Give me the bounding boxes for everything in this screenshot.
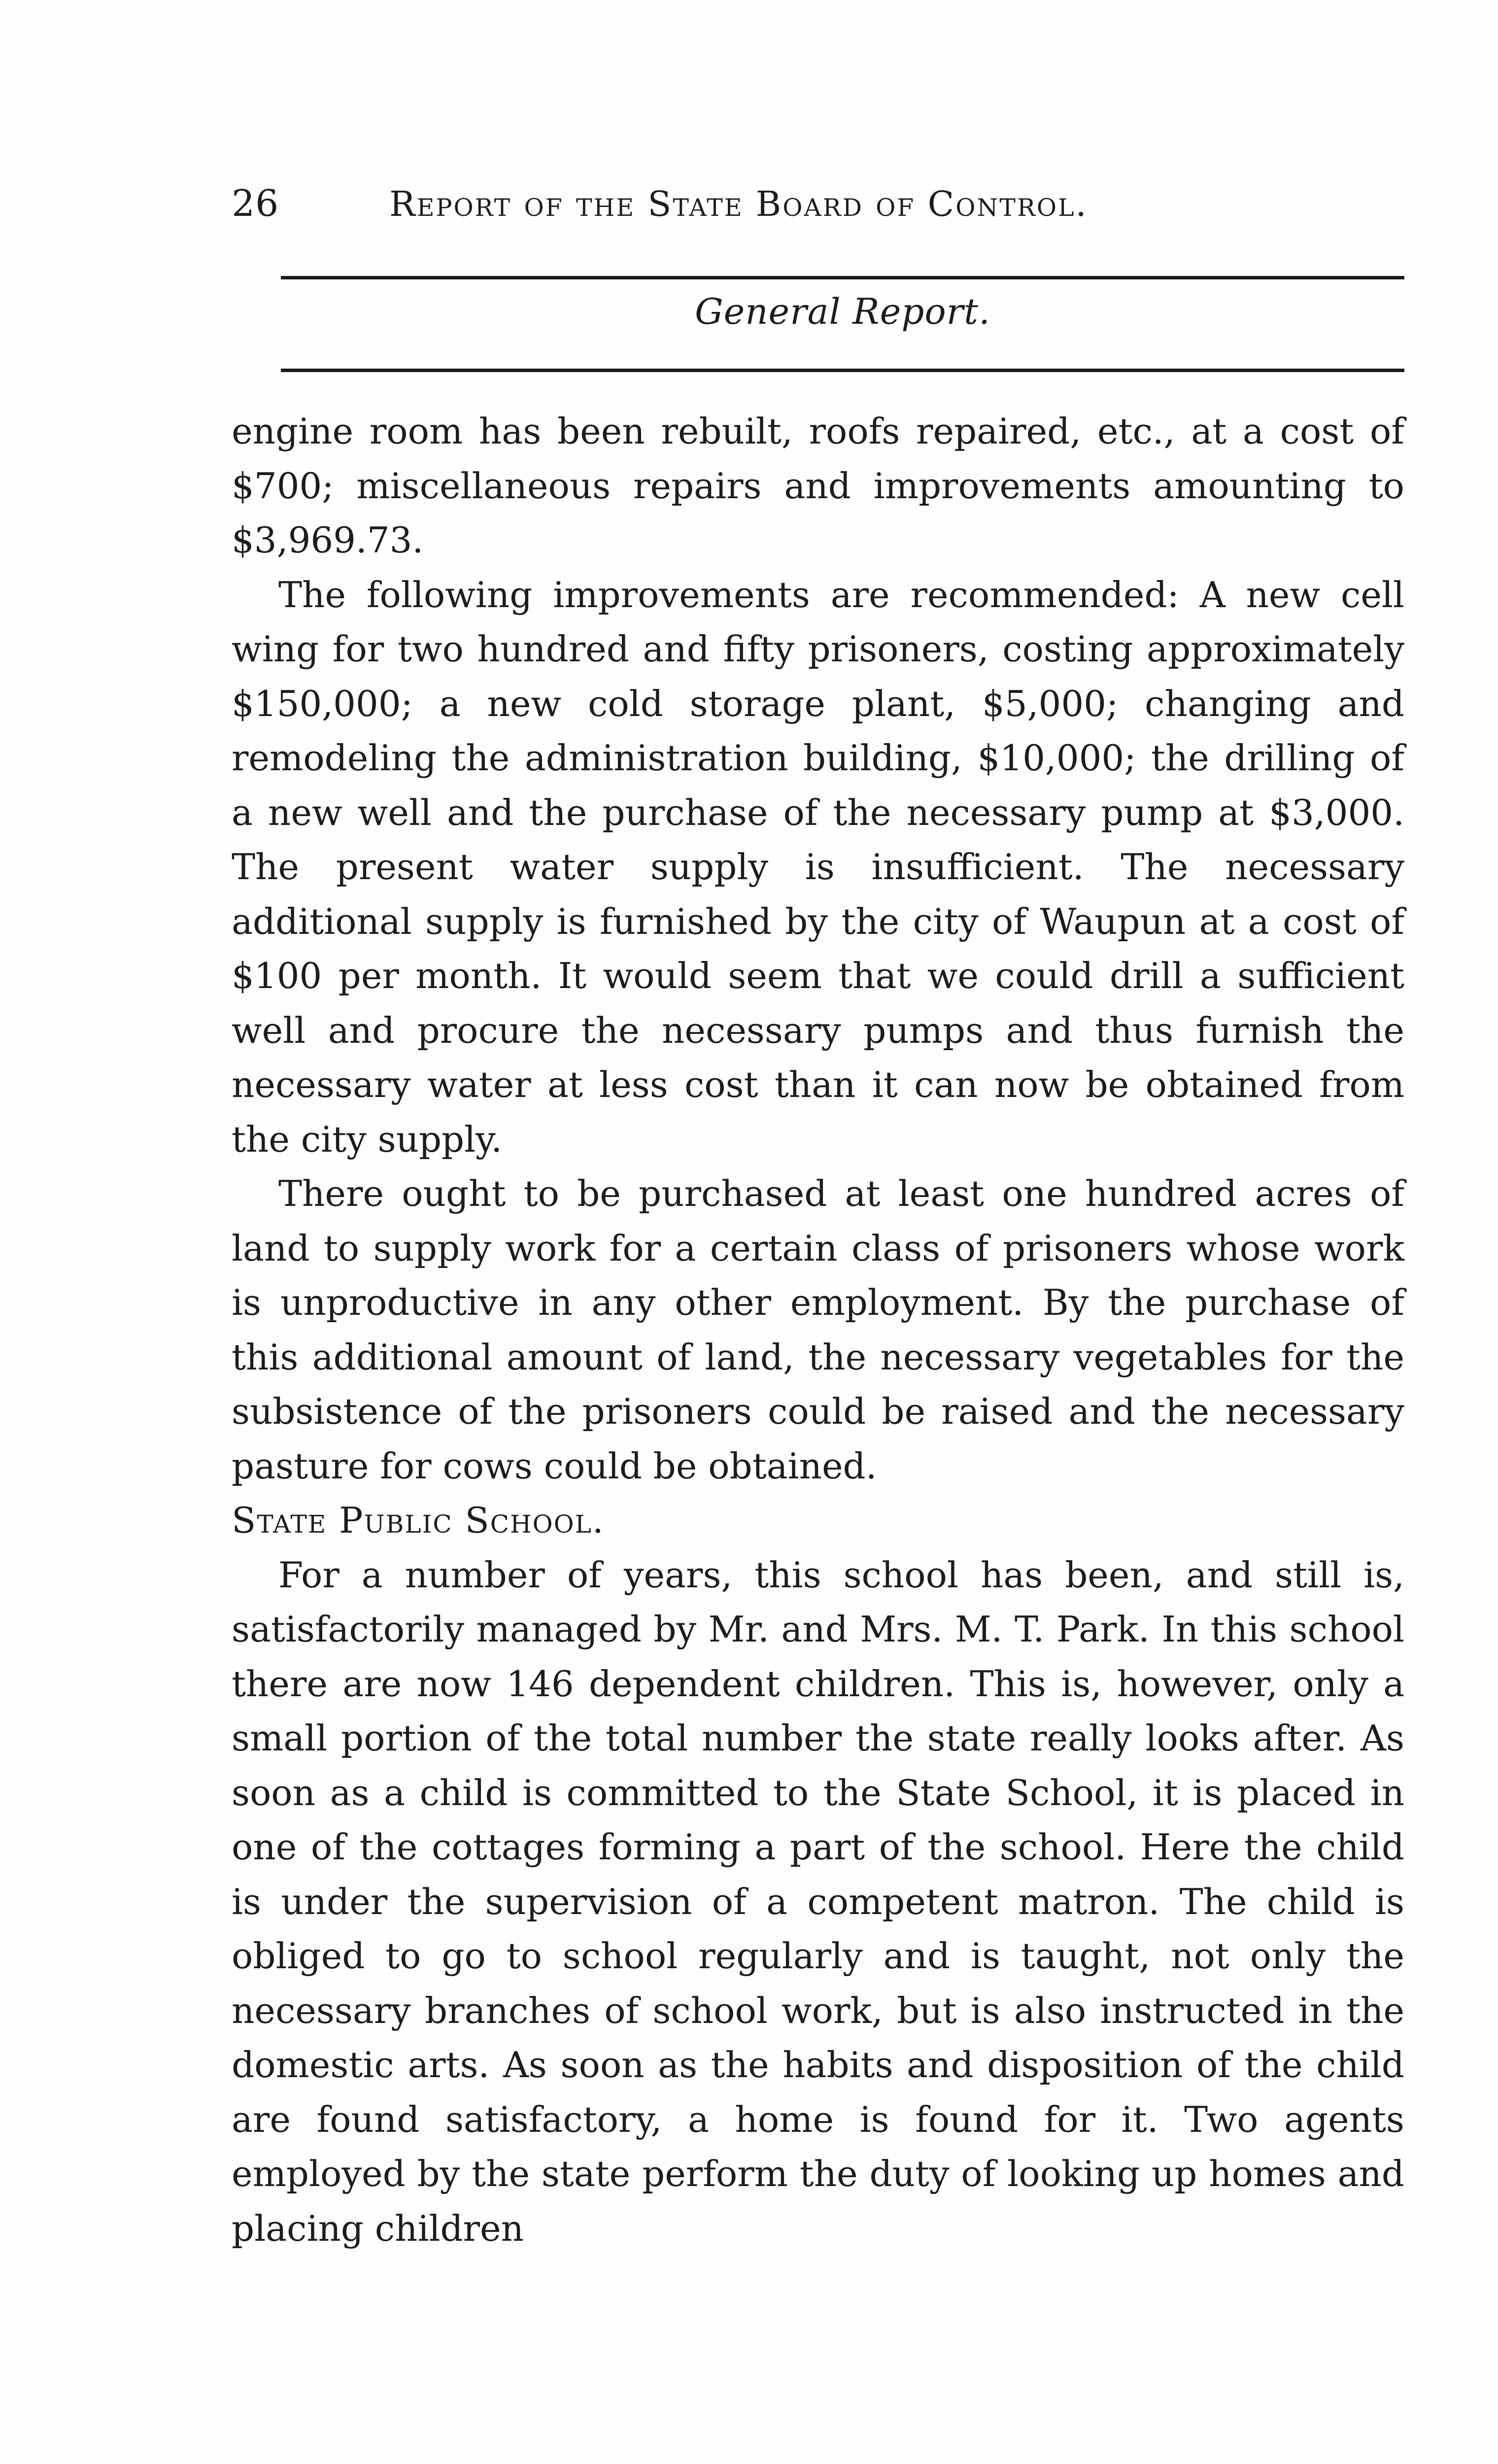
section-heading: State Public School. [232,1500,605,1541]
page-header [232,182,1404,237]
page-number: 26 [232,182,279,225]
paragraph-continuation: engine room has been rebuilt, roofs repaired, etc., at a cost of $700; miscellaneous repairs and improvements amounting to $3,969.73. [232,411,1404,561]
header-rule-top [281,276,1404,279]
running-title: Report of the State Board of Control. [389,184,1088,224]
paragraph-state-public-school: For a number of years, this school has been, and still is, satisfactorily managed by Mr. and Mrs. M. T. Park. In this school there are now 146 dependent children. This is, however, only a small portion of the total number the state really looks after. As soon as a child is committed to the State School, it is placed in one of the cottages forming a part of the school. Here the child is under the supervision of a competent matron. The child is obliged to go to school regularly and is taught, not only the necessary branches of school work, but is also instructed in the domestic arts. As soon as the habits and disposition of the child are found satisfactory, a home is found for it. Two agents employed by the state perform the duty of looking up homes and placing children [232,1554,1404,2249]
header-rule-bottom [281,369,1404,372]
body-text [232,404,1404,2256]
paragraph-improvements: The following improvements are recommended: A new cell wing for two hundred and fifty prisoners, costing approximately $150,000; a new cold storage plant, $5,000; changing and remodeling the administration building, $10,000; the drilling of a new well and the purchase of the necessary pump at $3,000. The present water supply is insufficient. The necessary additional supply is furnished by the city of Waupun at a cost of $100 per month. It would seem that we could drill a sufficient well and procure the necessary pumps and thus furnish the necessary water at less cost than it can now be obtained from the city supply. [232,574,1404,1160]
paragraph-land-purchase: There ought to be purchased at least one hundred acres of land to supply work for a certain class of prisoners whose work is unproductive in any other employment. By the purchase of this additional amount of land, the necessary vegetables for the subsistence of the prisoners could be raised and the necessary pasture for cows could be obtained. [232,1173,1404,1487]
section-subtitle: General Report. [695,291,990,332]
